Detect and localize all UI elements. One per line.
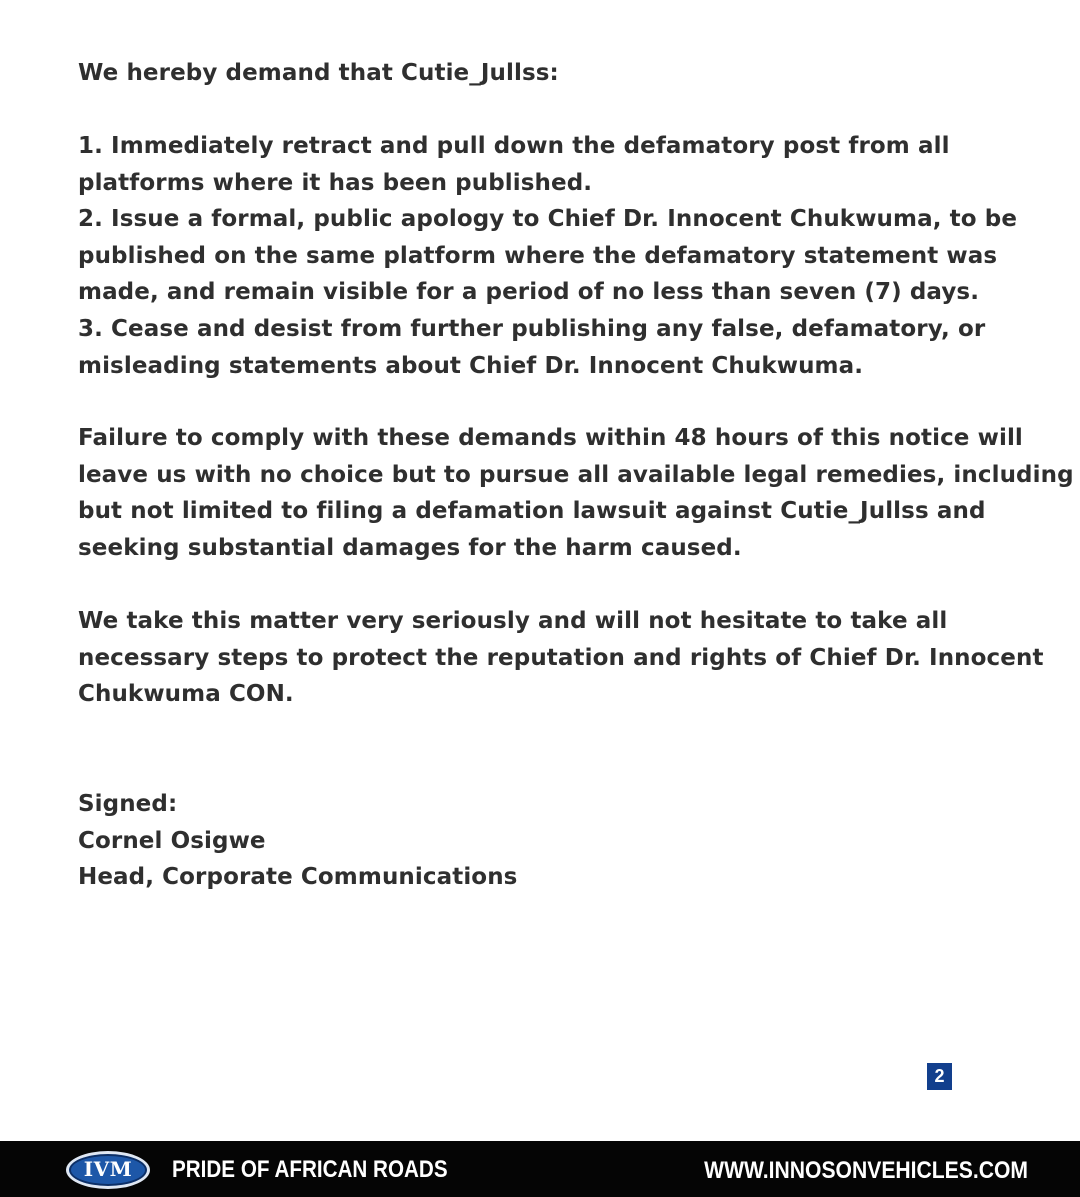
intro-line: We hereby demand that Cutie_Jullss: [78, 60, 559, 86]
footer-tagline: PRIDE OF AFRICAN ROADS [172, 1156, 448, 1183]
intro-paragraph [78, 55, 1038, 92]
demand-2-line-2: published on the same platform where the defamatory statement was [78, 242, 998, 269]
page-number-badge: 2 [927, 1063, 952, 1090]
ivm-logo: IVM [66, 1151, 150, 1189]
seriousness-paragraph [78, 603, 1044, 713]
demand-2-line-1: 2. Issue a formal, public apology to Chief Dr. Innocent Chukwuma, to be [78, 206, 1018, 233]
signatory-title: Head, Corporate Communications [78, 864, 518, 891]
failure-line-1: Failure to comply with these demands within 48 hours of this notice will [78, 425, 1023, 451]
demand-1-line-2: platforms where it has been published. [78, 169, 593, 196]
footer-website: WWW.INNOSONVEHICLES.COM [704, 1157, 1028, 1184]
failure-line-3: but not limited to filing a defamation lawsuit against Cutie_Jullss and [78, 498, 986, 525]
seriousness-line-1: We take this matter very seriously and will not hesitate to take all [78, 608, 948, 634]
demand-3-line-2: misleading statements about Chief Dr. Innocent Chukwuma. [78, 352, 864, 379]
signatory-name: Cornel Osigwe [78, 827, 266, 854]
demands-list [78, 128, 1038, 384]
failure-paragraph [78, 420, 1074, 566]
failure-line-4: seeking substantial damages for the harm caused. [78, 534, 742, 561]
demand-3-line-1: 3. Cease and desist from further publishing any false, defamatory, or [78, 315, 986, 342]
seriousness-line-3: Chukwuma CON. [78, 681, 294, 708]
demand-1-line-1: 1. Immediately retract and pull down the defamatory post from all [78, 133, 950, 159]
brand-footer [0, 1141, 1080, 1197]
signature-block [78, 786, 1038, 896]
signature-label: Signed: [78, 791, 178, 817]
failure-line-2: leave us with no choice but to pursue all available legal remedies, including [78, 461, 1074, 488]
seriousness-line-2: necessary steps to protect the reputation and rights of Chief Dr. Innocent [78, 644, 1044, 671]
demand-2-line-3: made, and remain visible for a period of no less than seven (7) days. [78, 279, 980, 306]
